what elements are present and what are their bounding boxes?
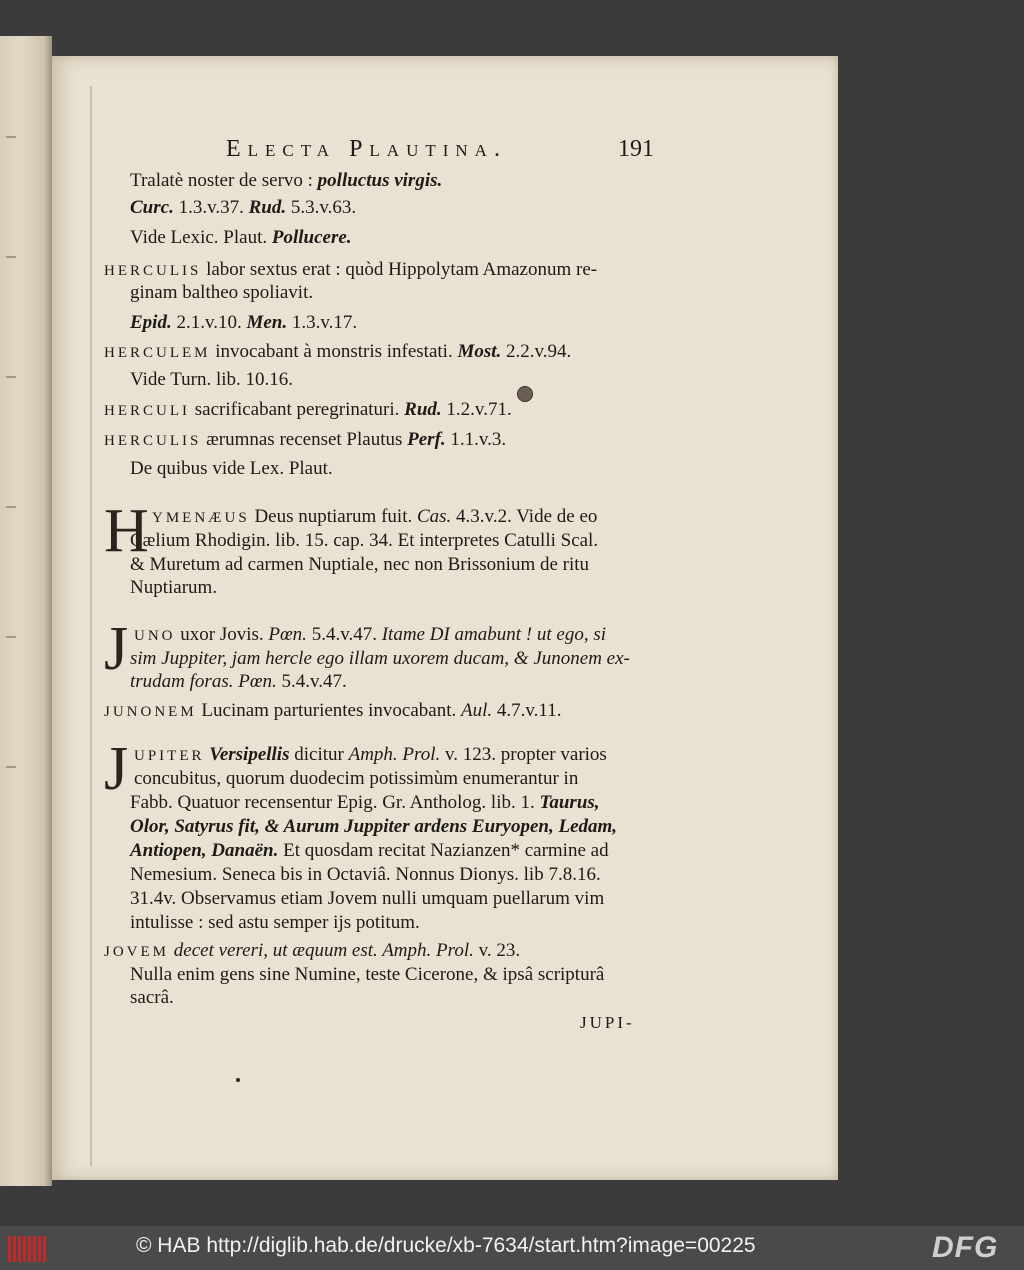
text-line: sim Juppiter, jam hercle ego illam uxorem ducam, & Junonem ex- xyxy=(130,648,630,669)
library-stamp-dot xyxy=(517,386,533,402)
book-page xyxy=(52,56,838,1180)
text-line: Antiopen, Danaën. Et quosdam recitat Nazianzen* carmine ad xyxy=(130,840,609,861)
text-line: Nulla enim gens sine Numine, teste Cicerone, & ipsâ scripturâ xyxy=(130,964,605,985)
page-number: 191 xyxy=(618,136,654,162)
text-line: Nemesium. Seneca bis in Octaviâ. Nonnus Dionys. lib 7.8.16. xyxy=(130,864,601,885)
text-line: Vide Lexic. Plaut. Pollucere. xyxy=(130,227,352,248)
text-line: HERCULI sacrificabant peregrinaturi. Rud. 1.2.v.71. xyxy=(104,399,512,420)
text-line: JOVEM decet vereri, ut æquum est. Amph. Prol. v. 23. xyxy=(104,940,521,961)
text-line: UNO uxor Jovis. Pœn. 5.4.v.47. Itame DI amabunt ! ut ego, si xyxy=(134,624,606,645)
dfg-logo: DFG xyxy=(932,1231,999,1264)
text-line: Cælium Rhodigin. lib. 15. cap. 34. Et interpretes Catulli Scal. xyxy=(130,530,599,551)
text-line: Epid. 2.1.v.10. Men. 1.3.v.17. xyxy=(130,312,358,333)
hab-logo-icon xyxy=(8,1236,48,1262)
text-line: Vide Turn. lib. 10.16. xyxy=(130,369,294,390)
text-line: HERCULIS ærumnas recenset Plautus Perf. 1.1.v.3. xyxy=(104,429,507,450)
text-line: & Muretum ad carmen Nuptiale, nec non Brissonium de ritu xyxy=(130,554,590,575)
text-line: Curc. 1.3.v.37. Rud. 5.3.v.63. xyxy=(130,197,357,218)
drop-cap-h: H xyxy=(104,497,149,565)
drop-cap-j: J xyxy=(104,735,129,803)
text-line: ginam baltheo spoliavit. xyxy=(130,282,314,303)
catchword: JUPI- xyxy=(580,1013,635,1032)
text-line: Fabb. Quatuor recensentur Epig. Gr. Antholog. lib. 1. Taurus, xyxy=(130,792,600,813)
previous-page-edge xyxy=(0,36,52,1186)
text-line: concubitus, quorum duodecim potissimùm enumerantur in xyxy=(134,768,579,789)
gutter-line xyxy=(90,86,92,1166)
text-line: Tralatè noster de servo : polluctus virgis. xyxy=(130,170,443,191)
copyright-link[interactable]: © HAB http://diglib.hab.de/drucke/xb-7634/start.htm?image=00225 xyxy=(136,1234,756,1257)
text-line: HERCULEM invocabant à monstris infestati. Most. 2.2.v.94. xyxy=(104,341,572,362)
drop-cap-j: J xyxy=(104,615,129,683)
text-line: sacrâ. xyxy=(130,987,174,1008)
text-line: De quibus vide Lex. Plaut. xyxy=(130,458,333,479)
text-line: JUNONEM Lucinam parturientes invocabant. Aul. 4.7.v.11. xyxy=(104,700,562,721)
text-line: Nuptiarum. xyxy=(130,577,218,598)
text-line: Olor, Satyrus fit, & Aurum Juppiter ardens Euryopen, Ledam, xyxy=(130,816,618,837)
text-line: HERCULIS labor sextus erat : quòd Hippolytam Amazonum re- xyxy=(104,259,598,280)
text-line: trudam foras. Pœn. 5.4.v.47. xyxy=(130,671,347,692)
text-line: YMENÆUS Deus nuptiarum fuit. Cas. 4.3.v.2. Vide de eo xyxy=(152,506,598,527)
ink-speck xyxy=(236,1078,240,1082)
text-line: intulisse : sed astu semper ijs potitum. xyxy=(130,912,420,933)
running-title: Electa Plautina. xyxy=(226,136,507,162)
text-line: UPITER Versipellis dicitur Amph. Prol. v. 123. propter varios xyxy=(134,744,607,765)
text-line: 31.4v. Observamus etiam Jovem nulli umquam puellarum vim xyxy=(130,888,605,909)
footer-bar xyxy=(0,1226,1024,1270)
